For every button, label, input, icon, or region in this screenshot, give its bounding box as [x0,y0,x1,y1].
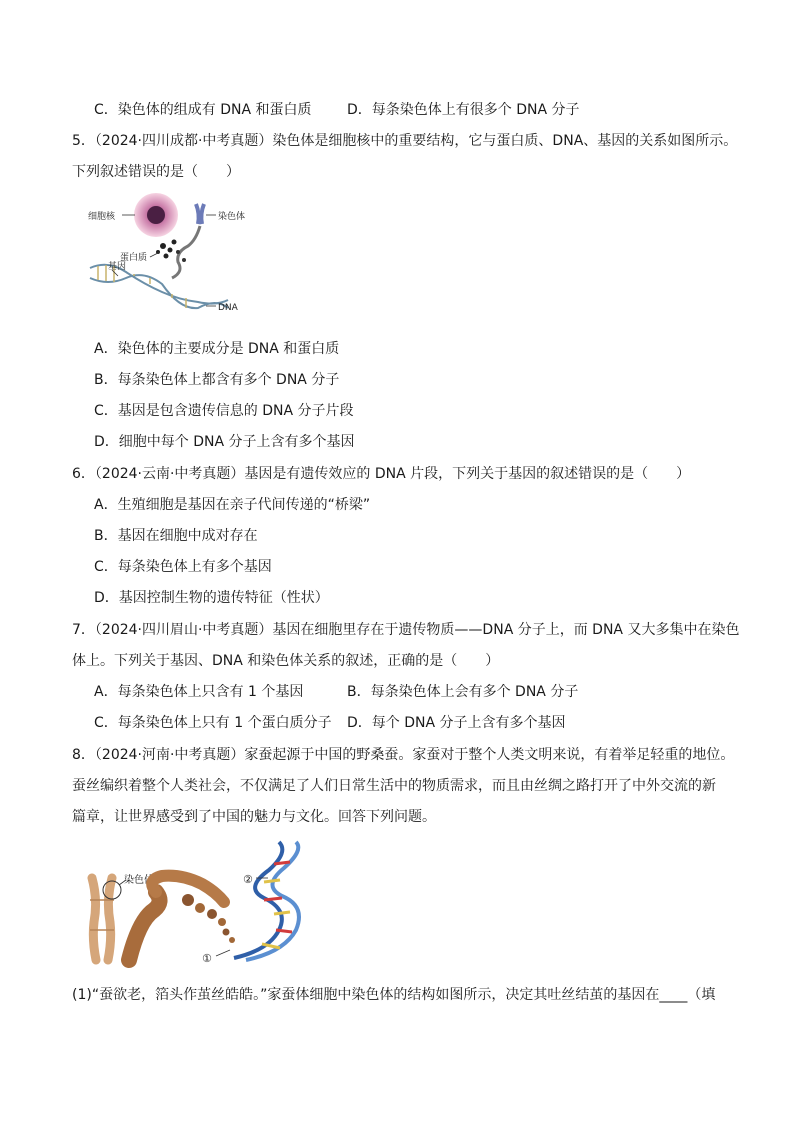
q8-stem-line2: 蚕丝编织着整个人类社会，不仅满足了人们日常生活中的物质需求，而且由丝绸之路打开了中外交流的新 [72,778,716,794]
q5-option-c: C．基因是包含遗传信息的 DNA 分子片段 [94,403,354,419]
q6-option-d: D．基因控制生物的遗传特征（性状） [94,590,329,606]
q4-option-c: C．染色体的组成有 DNA 和蛋白质 [94,102,312,118]
q7-option-c: C．每条染色体上只有 1 个蛋白质分子 [94,715,332,731]
marker-1: ① [202,952,212,965]
q6-option-a: A．生殖细胞是基因在亲子代间传递的“桥梁” [94,497,371,513]
marker-2: ② [243,873,253,886]
q4-option-d: D．每条染色体上有很多个 DNA 分子 [347,102,580,118]
dna-helix-graphic [234,842,299,960]
dna-label: DNA [218,303,238,313]
q6-option-c: C．每条染色体上有多个基因 [94,559,272,575]
q7-option-d: D．每个 DNA 分子上含有多个基因 [347,715,566,731]
q5-option-a: A．染色体的主要成分是 DNA 和蛋白质 [94,341,340,357]
q6-stem: 6．（2024·云南·中考真题）基因是有遗传效应的 DNA 片段，下列关于基因的叙述错误的是（ ） [72,466,691,482]
gene-label: 基因 [108,262,127,272]
chromosome-label: 染色体 [124,875,154,886]
nucleus-label: 细胞核 [88,212,116,222]
q7-option-b: B．每条染色体上会有多个 DNA 分子 [347,684,579,700]
q7-stem-line2: 体上。下列关于基因、DNA 和染色体关系的叙述，正确的是（ ） [72,653,500,669]
chromosome-graphic [90,878,126,960]
q5-stem-line2: 下列叙述错误的是（ ） [72,164,240,180]
q5-option-b: B．每条染色体上都含有多个 DNA 分子 [94,372,340,388]
q8-figure-silkworm-chromosome [84,840,334,970]
q5-option-d: D．细胞中每个 DNA 分子上含有多个基因 [94,434,355,450]
q5-stem-line1: 5．（2024·四川成都·中考真题）染色体是细胞核中的重要结构，它与蛋白质、DNA、基因的关系如图所示。 [72,133,738,149]
q6-option-b: B．基因在细胞中成对存在 [94,528,258,544]
q8-sub1: (1)“蚕欲老，箔头作茧丝皓皓。”家蚕体细胞中染色体的结构如图所示，决定其吐丝结茧的基因在____（填 [72,987,716,1003]
q8-stem-line1: 8．（2024·河南·中考真题）家蚕起源于中国的野桑蚕。家蚕对于整个人类文明来说，有着举足轻重的地位。 [72,747,735,763]
q8-stem-line3: 篇章，让世界感受到了中国的魅力与文化。回答下列问题。 [72,809,436,825]
protein-label: 蛋白质 [120,253,148,263]
q5-figure-chromosome-diagram [88,190,278,325]
q7-stem-line1: 7．（2024·四川眉山·中考真题）基因在细胞里存在于遗传物质——DNA 分子上，而 DNA 又大多集中在染色 [72,622,740,638]
coiled-chromatin-graphic [129,876,235,960]
q7-option-a: A．每条染色体上只含有 1 个基因 [94,684,304,700]
chromosome-graphic [196,204,216,224]
chromosome-label: 染色体 [218,212,246,222]
